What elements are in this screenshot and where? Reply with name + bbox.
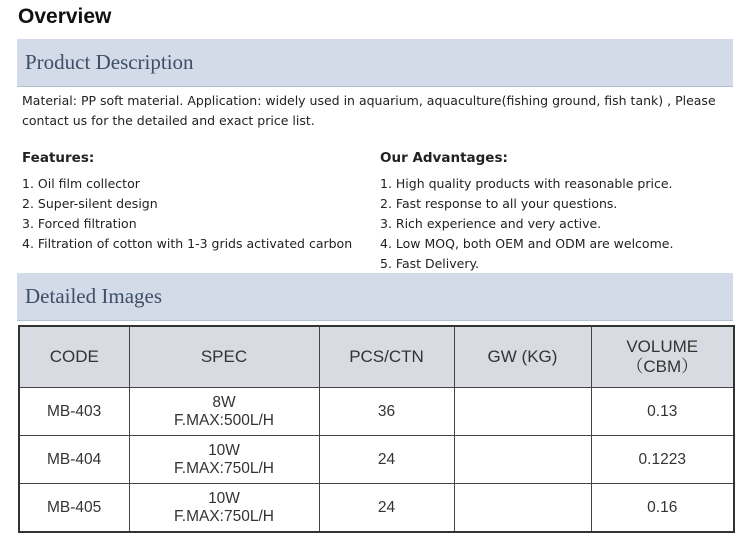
detailed-images-header xyxy=(17,273,733,321)
advantage-item: 3. Rich experience and very active. xyxy=(380,216,602,231)
cell-spec xyxy=(129,388,319,436)
advantages-title: Our Advantages: xyxy=(380,150,508,166)
cell-spec-power: 8W xyxy=(212,393,236,411)
advantage-item: 1. High quality products with reasonable price. xyxy=(380,176,673,191)
cell-code: MB-405 xyxy=(19,484,129,533)
table-row xyxy=(19,388,734,436)
cell-gw xyxy=(454,484,591,533)
table-row xyxy=(19,436,734,484)
cell-volume: 0.16 xyxy=(591,484,734,533)
cell-spec-flow: F.MAX:750L/H xyxy=(174,507,274,525)
header-spec: SPEC xyxy=(129,326,319,388)
header-pcs-ctn: PCS/CTN xyxy=(319,326,454,388)
product-description-heading: Product Description xyxy=(25,50,194,74)
cell-volume: 0.13 xyxy=(591,388,734,436)
feature-item: 1. Oil film collector xyxy=(22,176,140,191)
product-description-header xyxy=(17,39,733,87)
header-code: CODE xyxy=(19,326,129,388)
feature-item: 2. Super-silent design xyxy=(22,196,158,211)
features-title: Features: xyxy=(22,150,95,166)
header-gw: GW (KG) xyxy=(454,326,591,388)
cell-spec xyxy=(129,484,319,533)
cell-code: MB-404 xyxy=(19,436,129,484)
feature-item: 3. Forced filtration xyxy=(22,216,137,231)
header-volume xyxy=(591,326,734,388)
table-header-row xyxy=(19,326,734,388)
cell-spec-power: 10W xyxy=(208,441,240,459)
advantage-item: 5. Fast Delivery. xyxy=(380,256,480,271)
advantage-item: 2. Fast response to all your questions. xyxy=(380,196,618,211)
cell-pcs: 36 xyxy=(319,388,454,436)
cell-spec-power: 10W xyxy=(208,489,240,507)
cell-pcs: 24 xyxy=(319,484,454,533)
cell-spec xyxy=(129,436,319,484)
feature-item: 4. Filtration of cotton with 1-3 grids activated carbon xyxy=(22,236,353,251)
overview-title: Overview xyxy=(18,5,112,28)
features-list xyxy=(22,174,352,254)
cell-spec-flow: F.MAX:750L/H xyxy=(174,459,274,477)
product-description-text: Material: PP soft material. Application: widely used in aquarium, aquaculture(fishing ground, fish tank) , Please contact us for the detailed and exact price list. xyxy=(22,93,716,128)
detailed-images-heading: Detailed Images xyxy=(25,284,163,308)
cell-spec-flow: F.MAX:500L/H xyxy=(174,411,274,429)
spec-table xyxy=(18,325,735,533)
cell-gw xyxy=(454,436,591,484)
advantages-list xyxy=(380,174,673,274)
cell-gw xyxy=(454,388,591,436)
cell-pcs: 24 xyxy=(319,436,454,484)
table-row xyxy=(19,484,734,533)
header-volume-label: VOLUME xyxy=(626,337,699,356)
cell-volume: 0.1223 xyxy=(591,436,734,484)
advantage-item: 4. Low MOQ, both OEM and ODM are welcome. xyxy=(380,236,674,251)
cell-code: MB-403 xyxy=(19,388,129,436)
header-volume-unit: （CBM） xyxy=(626,357,699,376)
